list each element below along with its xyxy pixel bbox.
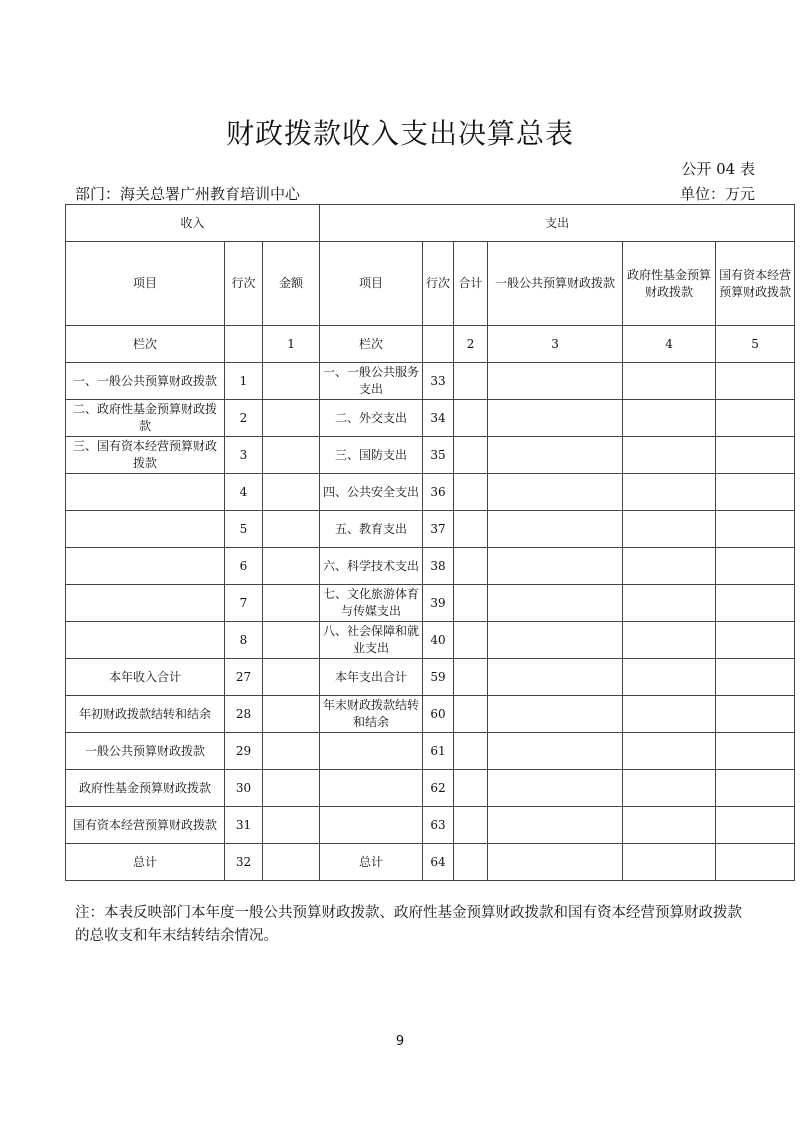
value-cell <box>623 733 716 770</box>
value-cell <box>623 622 716 659</box>
expense-row-no: 59 <box>423 659 454 696</box>
amount-cell <box>263 659 320 696</box>
value-cell <box>488 807 623 844</box>
value-cell <box>454 770 488 807</box>
expense-row-no: 62 <box>423 770 454 807</box>
value-cell <box>454 659 488 696</box>
value-cell <box>716 437 795 474</box>
department-label: 部门：海关总署广州教育培训中心 <box>75 185 301 203</box>
expense-row-no: 36 <box>423 474 454 511</box>
column-blank <box>225 326 263 363</box>
income-item <box>66 474 225 511</box>
value-cell <box>488 511 623 548</box>
value-cell <box>716 363 795 400</box>
value-cell <box>488 696 623 733</box>
expense-row-no: 40 <box>423 622 454 659</box>
amount-cell <box>263 770 320 807</box>
general-budget-header: 一般公共预算财政拨款 <box>488 242 623 326</box>
column-number: 1 <box>263 326 320 363</box>
expense-item: 年末财政拨款结转和结余 <box>320 696 423 733</box>
expense-row-no: 35 <box>423 437 454 474</box>
value-cell <box>454 696 488 733</box>
expense-row-no: 37 <box>423 511 454 548</box>
expense-item: 五、教育支出 <box>320 511 423 548</box>
value-cell <box>716 622 795 659</box>
value-cell <box>716 474 795 511</box>
expense-item: 四、公共安全支出 <box>320 474 423 511</box>
income-item <box>66 585 225 622</box>
expense-row-no: 64 <box>423 844 454 881</box>
income-item <box>66 511 225 548</box>
income-item: 政府性基金预算财政拨款 <box>66 770 225 807</box>
income-row-no: 27 <box>225 659 263 696</box>
expense-item <box>320 733 423 770</box>
value-cell <box>454 474 488 511</box>
expense-item: 八、社会保障和就业支出 <box>320 622 423 659</box>
income-row-no: 2 <box>225 400 263 437</box>
value-cell <box>488 659 623 696</box>
income-row-no: 30 <box>225 770 263 807</box>
expense-header: 支出 <box>320 205 795 242</box>
amount-cell <box>263 733 320 770</box>
column-number: 3 <box>488 326 623 363</box>
value-cell <box>716 400 795 437</box>
amount-cell <box>263 622 320 659</box>
expense-item: 七、文化旅游体育与传媒支出 <box>320 585 423 622</box>
amount-cell <box>263 400 320 437</box>
value-cell <box>623 474 716 511</box>
page-number: 9 <box>395 1034 405 1049</box>
income-row-no: 4 <box>225 474 263 511</box>
value-cell <box>454 400 488 437</box>
value-cell <box>488 585 623 622</box>
value-cell <box>623 807 716 844</box>
income-row-no-header: 行次 <box>225 242 263 326</box>
expense-item: 六、科学技术支出 <box>320 548 423 585</box>
income-row-no: 29 <box>225 733 263 770</box>
income-item: 一般公共预算财政拨款 <box>66 733 225 770</box>
amount-cell <box>263 844 320 881</box>
value-cell <box>716 548 795 585</box>
gov-fund-header: 政府性基金预算财政拨款 <box>623 242 716 326</box>
value-cell <box>716 696 795 733</box>
value-cell <box>488 400 623 437</box>
amount-header: 金额 <box>263 242 320 326</box>
column-label-right: 栏次 <box>320 326 423 363</box>
table-row <box>66 585 795 622</box>
value-cell <box>488 844 623 881</box>
income-item: 三、国有资本经营预算财政拨款 <box>66 437 225 474</box>
table-row <box>66 363 795 400</box>
value-cell <box>716 659 795 696</box>
value-cell <box>623 659 716 696</box>
state-capital-header: 国有资本经营预算财政拨款 <box>716 242 795 326</box>
value-cell <box>623 363 716 400</box>
income-row-no: 31 <box>225 807 263 844</box>
income-row-no: 8 <box>225 622 263 659</box>
value-cell <box>488 474 623 511</box>
income-item: 总计 <box>66 844 225 881</box>
value-cell <box>623 696 716 733</box>
table-row <box>66 733 795 770</box>
expense-item-header: 项目 <box>320 242 423 326</box>
value-cell <box>488 622 623 659</box>
column-blank <box>423 326 454 363</box>
amount-cell <box>263 807 320 844</box>
value-cell <box>716 511 795 548</box>
income-row-no: 28 <box>225 696 263 733</box>
form-number: 公开 04 表 <box>681 160 755 178</box>
table-row <box>66 807 795 844</box>
budget-table <box>65 204 795 881</box>
income-item: 国有资本经营预算财政拨款 <box>66 807 225 844</box>
expense-item: 二、外交支出 <box>320 400 423 437</box>
expense-item: 一、一般公共服务支出 <box>320 363 423 400</box>
table-note: 注：本表反映部门本年度一般公共预算财政拨款、政府性基金预算财政拨款和国有资本经营预算财政拨款的总收支和年末结转结余情况。 <box>75 905 742 944</box>
column-number: 5 <box>716 326 795 363</box>
value-cell <box>716 733 795 770</box>
value-cell <box>454 585 488 622</box>
income-item: 年初财政拨款结转和结余 <box>66 696 225 733</box>
expense-row-no-header: 行次 <box>423 242 454 326</box>
table-row <box>66 696 795 733</box>
value-cell <box>454 733 488 770</box>
expense-row-no: 34 <box>423 400 454 437</box>
value-cell <box>454 363 488 400</box>
value-cell <box>623 844 716 881</box>
value-cell <box>716 844 795 881</box>
total-header: 合计 <box>454 242 488 326</box>
income-row-no: 3 <box>225 437 263 474</box>
expense-item: 总计 <box>320 844 423 881</box>
income-item-header: 项目 <box>66 242 225 326</box>
expense-row-no: 38 <box>423 548 454 585</box>
value-cell <box>488 548 623 585</box>
income-header: 收入 <box>66 205 320 242</box>
expense-item <box>320 770 423 807</box>
expense-row-no: 39 <box>423 585 454 622</box>
table-row <box>66 474 795 511</box>
value-cell <box>623 585 716 622</box>
income-row-no: 1 <box>225 363 263 400</box>
amount-cell <box>263 474 320 511</box>
amount-cell <box>263 585 320 622</box>
value-cell <box>488 363 623 400</box>
value-cell <box>623 437 716 474</box>
income-item <box>66 548 225 585</box>
value-cell <box>454 437 488 474</box>
column-number: 4 <box>623 326 716 363</box>
column-label-left: 栏次 <box>66 326 225 363</box>
value-cell <box>454 807 488 844</box>
table-row <box>66 437 795 474</box>
amount-cell <box>263 437 320 474</box>
value-cell <box>488 770 623 807</box>
income-row-no: 7 <box>225 585 263 622</box>
value-cell <box>454 548 488 585</box>
income-item: 本年收入合计 <box>66 659 225 696</box>
income-row-no: 5 <box>225 511 263 548</box>
table-row <box>66 622 795 659</box>
value-cell <box>488 733 623 770</box>
table-row <box>66 659 795 696</box>
amount-cell <box>263 696 320 733</box>
expense-item: 本年支出合计 <box>320 659 423 696</box>
page-title: 财政拨款收入支出决算总表 <box>225 117 574 150</box>
expense-item: 三、国防支出 <box>320 437 423 474</box>
value-cell <box>454 622 488 659</box>
table-row <box>66 400 795 437</box>
value-cell <box>623 770 716 807</box>
income-row-no: 6 <box>225 548 263 585</box>
unit-label: 单位：万元 <box>679 185 755 203</box>
income-row-no: 32 <box>225 844 263 881</box>
value-cell <box>716 807 795 844</box>
expense-item <box>320 807 423 844</box>
amount-cell <box>263 511 320 548</box>
expense-row-no: 63 <box>423 807 454 844</box>
income-item <box>66 622 225 659</box>
table-row <box>66 511 795 548</box>
value-cell <box>716 585 795 622</box>
table-row <box>66 548 795 585</box>
table-row <box>66 844 795 881</box>
expense-row-no: 61 <box>423 733 454 770</box>
value-cell <box>716 770 795 807</box>
value-cell <box>454 844 488 881</box>
income-item: 二、政府性基金预算财政拨款 <box>66 400 225 437</box>
value-cell <box>454 511 488 548</box>
value-cell <box>623 400 716 437</box>
column-number: 2 <box>454 326 488 363</box>
value-cell <box>623 548 716 585</box>
amount-cell <box>263 548 320 585</box>
expense-row-no: 33 <box>423 363 454 400</box>
amount-cell <box>263 363 320 400</box>
income-item: 一、一般公共预算财政拨款 <box>66 363 225 400</box>
expense-row-no: 60 <box>423 696 454 733</box>
value-cell <box>623 511 716 548</box>
table-row <box>66 770 795 807</box>
value-cell <box>488 437 623 474</box>
